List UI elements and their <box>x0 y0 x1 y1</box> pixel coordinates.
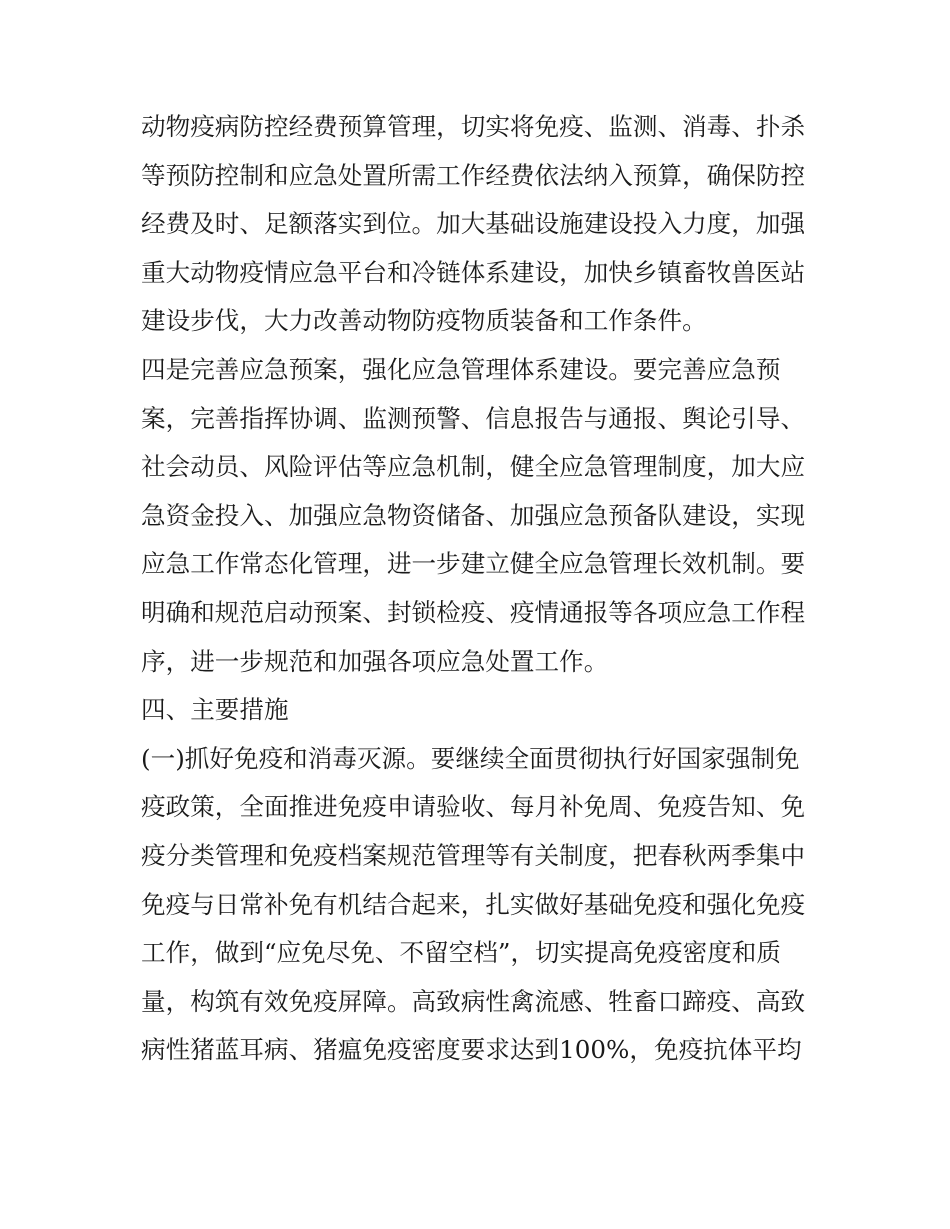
text-line: 社会动员、风险评估等应急机制，健全应急管理制度，加大应 <box>141 452 806 482</box>
text-line: 应急工作常态化管理，进一步建立健全应急管理长效机制。要 <box>141 549 806 579</box>
text-line: 案，完善指挥协调、监测预警、信息报告与通报、舆论引导、 <box>141 403 806 433</box>
paragraph-start-line: (一)抓好免疫和消毒灭源。要继续全面贯彻执行好国家强制免 <box>141 743 800 773</box>
text-line: 病性猪蓝耳病、猪瘟免疫密度要求达到100%，免疫抗体平均 <box>141 1035 802 1065</box>
text-line: 疫政策，全面推进免疫申请验收、每月补免周、免疫告知、免 <box>141 792 806 822</box>
text-line: 建设步伐，大力改善动物防疫物质装备和工作条件。 <box>141 306 707 336</box>
text-line: 动物疫病防控经费预算管理，切实将免疫、监测、消毒、扑杀 <box>141 112 806 141</box>
text-line: 重大动物疫情应急平台和冷链体系建设，加快乡镇畜牧兽医站 <box>141 257 806 287</box>
body-text <box>141 103 821 1075</box>
text-line: 急资金投入、加强应急物资储备、加强应急预备队建设，实现 <box>141 500 806 530</box>
text-line: 明确和规范启动预案、封锁检疫、疫情通报等各项应急工作程 <box>141 597 806 627</box>
text-line: 疫分类管理和免疫档案规范管理等有关制度，把春秋两季集中 <box>141 840 806 870</box>
text-line: 序，进一步规范和加强各项应急处置工作。 <box>141 646 609 676</box>
text-line: 工作，做到“应免尽免、不留空档”，切实提高免疫密度和质 <box>141 938 781 968</box>
text-line: 免疫与日常补免有机结合起来，扎实做好基础免疫和强化免疫 <box>141 889 806 919</box>
section-heading: 四、主要措施 <box>141 695 289 725</box>
paragraph-start-line: 四是完善应急预案，强化应急管理体系建设。要完善应急预 <box>141 354 781 384</box>
text-line: 等预防控制和应急处置所需工作经费依法纳入预算，确保防控 <box>141 160 806 190</box>
text-line: 经费及时、足额落实到位。加大基础设施建设投入力度，加强 <box>141 209 806 239</box>
text-line: 量，构筑有效免疫屏障。高致病性禽流感、牲畜口蹄疫、高致 <box>141 986 806 1016</box>
